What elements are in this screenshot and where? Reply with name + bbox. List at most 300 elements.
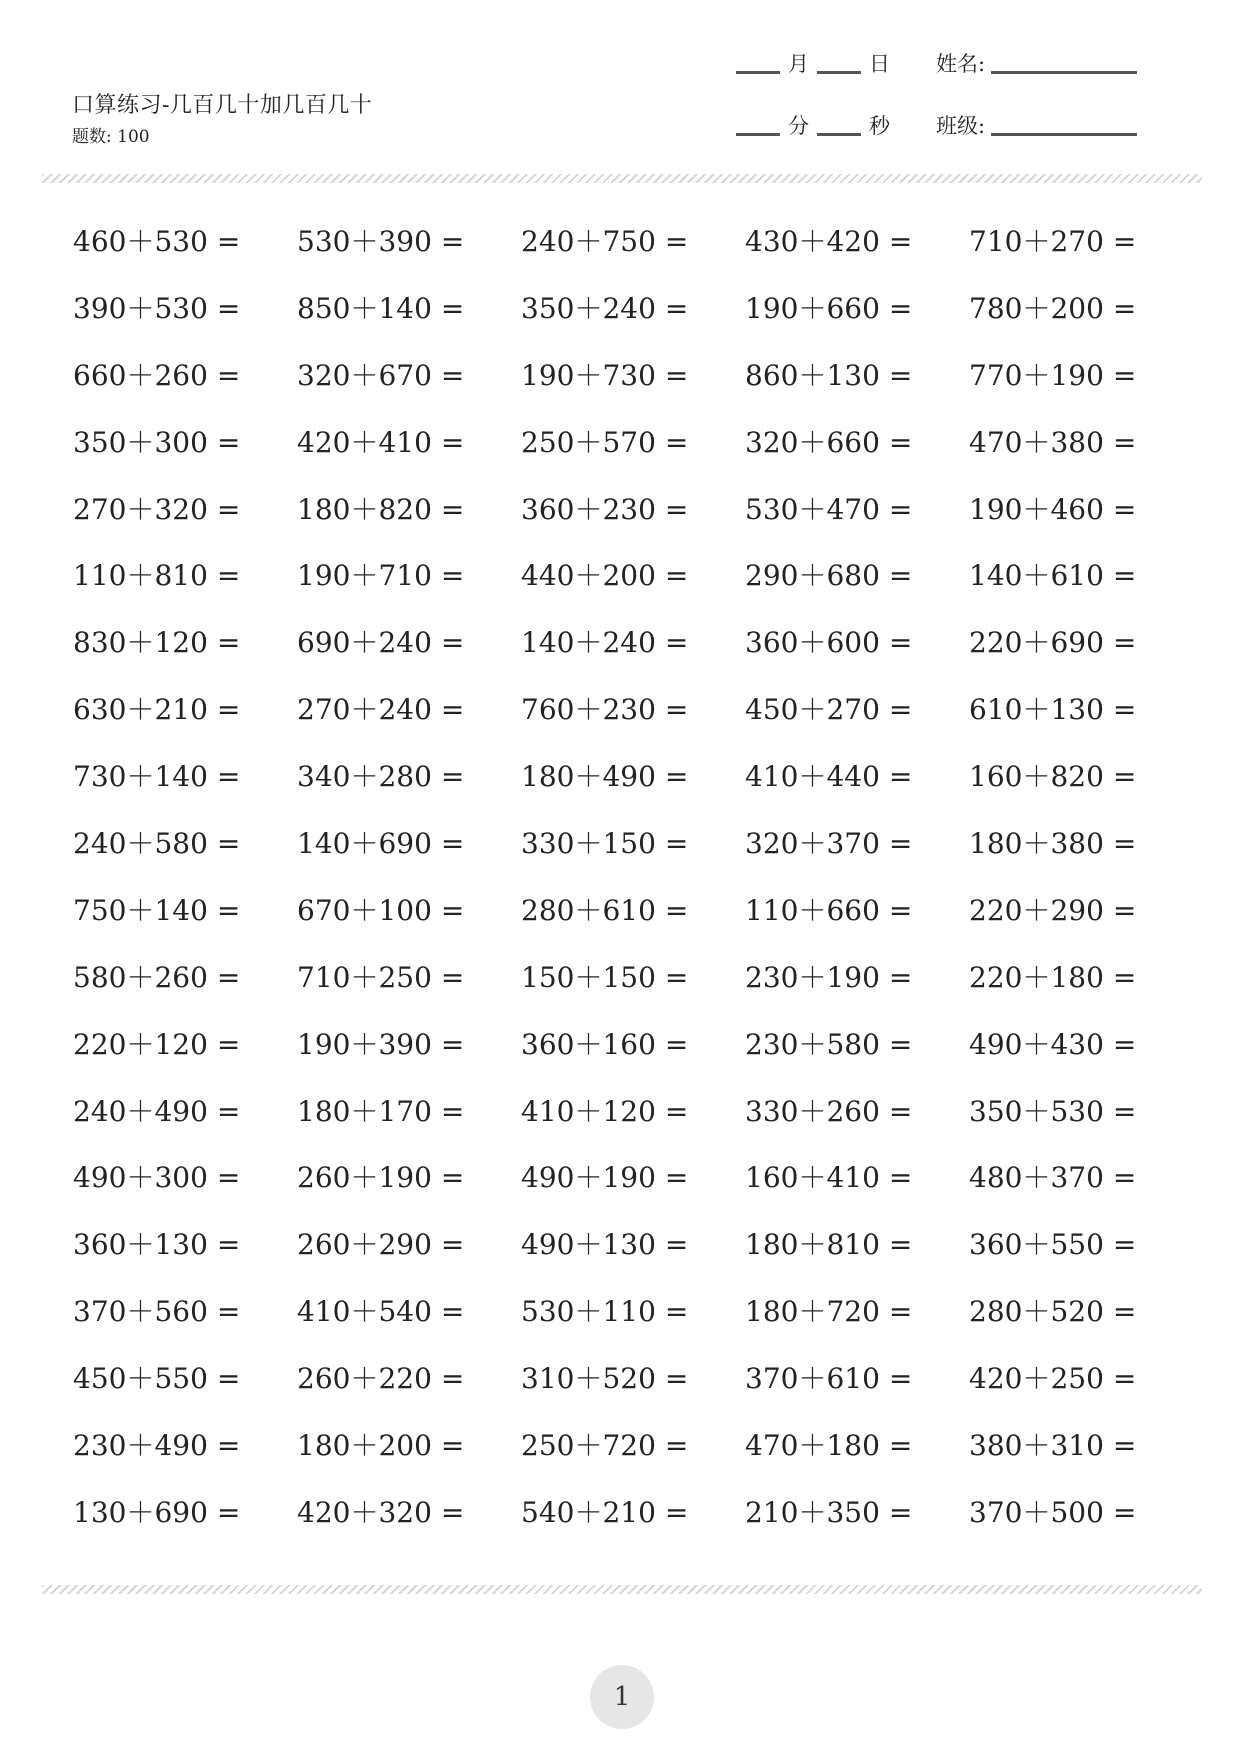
equals-sign: = (216, 1027, 241, 1061)
equals-sign: = (440, 760, 465, 794)
second-label: 秒 (869, 114, 890, 138)
operand-b: 120 (154, 1027, 208, 1061)
operand-a: 370 (969, 1495, 1023, 1529)
plus-sign: ＋ (1022, 1295, 1051, 1329)
equals-sign: = (216, 358, 241, 392)
plus-sign: ＋ (798, 1228, 827, 1262)
operand-a: 450 (745, 693, 799, 727)
operand-a: 160 (969, 760, 1023, 794)
operand-a: 460 (73, 225, 127, 258)
problem-item (297, 893, 465, 927)
plus-sign: ＋ (798, 1495, 827, 1529)
plus-sign: ＋ (1022, 291, 1051, 325)
operand-a: 360 (521, 492, 575, 526)
problem-item (969, 358, 1137, 392)
equals-sign: = (216, 225, 241, 258)
equals-sign: = (1112, 225, 1137, 258)
problem-row (0, 1094, 1240, 1165)
problem-row (0, 760, 1240, 830)
operand-a: 190 (297, 1027, 351, 1061)
operand-b: 660 (826, 425, 880, 459)
problem-item (521, 1295, 689, 1329)
operand-b: 570 (602, 425, 656, 459)
equals-sign: = (440, 827, 465, 861)
operand-a: 260 (297, 1161, 351, 1195)
plus-sign: ＋ (350, 425, 379, 459)
plus-sign: ＋ (798, 225, 827, 258)
problem-item (745, 492, 913, 526)
problem-item (297, 358, 465, 392)
month-blank[interactable] (736, 71, 780, 74)
minute-label: 分 (788, 114, 809, 138)
operand-a: 530 (297, 225, 351, 258)
problem-item (73, 1228, 241, 1262)
operand-a: 220 (969, 893, 1023, 927)
operand-a: 430 (745, 225, 799, 258)
equals-sign: = (1112, 760, 1137, 794)
plus-sign: ＋ (126, 960, 155, 994)
plus-sign: ＋ (1022, 760, 1051, 794)
plus-sign: ＋ (350, 693, 379, 727)
plus-sign: ＋ (798, 693, 827, 727)
plus-sign: ＋ (126, 425, 155, 459)
plus-sign: ＋ (574, 358, 603, 392)
problem-item (969, 1362, 1137, 1396)
plus-sign: ＋ (1022, 960, 1051, 994)
operand-a: 140 (521, 626, 575, 660)
problem-item (297, 559, 465, 593)
problem-item (745, 1027, 913, 1061)
equals-sign: = (664, 1362, 689, 1396)
operand-b: 530 (154, 225, 208, 258)
problem-item (521, 559, 689, 593)
equals-sign: = (1112, 492, 1137, 526)
operand-a: 260 (297, 1228, 351, 1262)
operand-a: 690 (297, 626, 351, 660)
problem-row (0, 492, 1240, 563)
operand-a: 180 (297, 1429, 351, 1463)
equals-sign: = (1112, 893, 1137, 927)
problem-item (521, 1495, 689, 1529)
plus-sign: ＋ (798, 626, 827, 660)
operand-b: 670 (378, 358, 432, 392)
operand-a: 210 (745, 1495, 799, 1529)
question-count-label: 题数: (72, 127, 112, 147)
operand-a: 140 (297, 827, 351, 861)
operand-b: 270 (826, 693, 880, 727)
equals-sign: = (216, 1495, 241, 1529)
problem-item (969, 291, 1137, 325)
operand-b: 250 (1050, 1362, 1104, 1396)
problem-item (297, 1295, 465, 1329)
problem-item (73, 291, 241, 325)
problem-item (745, 358, 913, 392)
equals-sign: = (1112, 1228, 1137, 1262)
operand-a: 410 (297, 1295, 351, 1329)
operand-a: 240 (73, 1094, 127, 1128)
equals-sign: = (664, 626, 689, 660)
operand-b: 190 (1050, 358, 1104, 392)
operand-b: 240 (602, 626, 656, 660)
problem-item (73, 827, 241, 861)
problem-item (521, 425, 689, 459)
operand-a: 780 (969, 291, 1023, 325)
problem-item (969, 827, 1137, 861)
plus-sign: ＋ (126, 225, 155, 258)
operand-a: 320 (297, 358, 351, 392)
problem-item (969, 492, 1137, 526)
problem-grid (0, 225, 1240, 1566)
operand-a: 230 (73, 1429, 127, 1463)
operand-b: 190 (378, 1161, 432, 1195)
operand-b: 200 (1050, 291, 1104, 325)
plus-sign: ＋ (126, 693, 155, 727)
equals-sign: = (664, 693, 689, 727)
class-label: 班级: (936, 114, 986, 138)
plus-sign: ＋ (574, 1362, 603, 1396)
equals-sign: = (888, 626, 913, 660)
operand-b: 220 (378, 1362, 432, 1396)
plus-sign: ＋ (1022, 358, 1051, 392)
problem-row (0, 626, 1240, 696)
problem-item (969, 626, 1137, 660)
operand-a: 180 (521, 760, 575, 794)
equals-sign: = (1112, 1295, 1137, 1329)
problem-row (0, 559, 1240, 629)
plus-sign: ＋ (350, 626, 379, 660)
plus-sign: ＋ (574, 425, 603, 459)
equals-sign: = (664, 760, 689, 794)
operand-b: 440 (826, 760, 880, 794)
problem-item (969, 1161, 1137, 1195)
plus-sign: ＋ (350, 358, 379, 392)
plus-sign: ＋ (574, 1161, 603, 1195)
equals-sign: = (440, 1027, 465, 1061)
operand-b: 100 (378, 893, 432, 927)
problem-item (969, 559, 1137, 593)
minute-blank[interactable] (736, 133, 780, 136)
equals-sign: = (440, 1295, 465, 1329)
month-label: 月 (788, 52, 809, 76)
equals-sign: = (440, 291, 465, 325)
plus-sign: ＋ (574, 893, 603, 927)
equals-sign: = (888, 559, 913, 593)
problem-item (297, 1228, 465, 1262)
operand-a: 730 (73, 760, 127, 794)
equals-sign: = (664, 1094, 689, 1128)
equals-sign: = (216, 1429, 241, 1463)
plus-sign: ＋ (126, 1495, 155, 1529)
bottom-divider (42, 1585, 1202, 1594)
operand-b: 530 (154, 291, 208, 325)
equals-sign: = (888, 960, 913, 994)
problem-item (73, 893, 241, 927)
equals-sign: = (664, 358, 689, 392)
problem-item (521, 1228, 689, 1262)
problem-item (73, 693, 241, 727)
plus-sign: ＋ (126, 1362, 155, 1396)
operand-b: 690 (378, 827, 432, 861)
plus-sign: ＋ (350, 1094, 379, 1128)
operand-b: 380 (1050, 425, 1104, 459)
operand-b: 710 (378, 559, 432, 593)
plus-sign: ＋ (1022, 559, 1051, 593)
operand-b: 520 (1050, 1295, 1104, 1329)
operand-b: 290 (1050, 893, 1104, 927)
problem-item (73, 1161, 241, 1195)
problem-item (521, 1362, 689, 1396)
equals-sign: = (216, 960, 241, 994)
problem-item (745, 960, 913, 994)
plus-sign: ＋ (350, 1429, 379, 1463)
plus-sign: ＋ (350, 1362, 379, 1396)
operand-a: 420 (297, 1495, 351, 1529)
plus-sign: ＋ (350, 492, 379, 526)
problem-item (521, 693, 689, 727)
operand-a: 360 (73, 1228, 127, 1262)
equals-sign: = (888, 1027, 913, 1061)
operand-b: 290 (378, 1228, 432, 1262)
operand-a: 280 (521, 893, 575, 927)
operand-b: 230 (602, 492, 656, 526)
operand-a: 390 (73, 291, 127, 325)
operand-a: 220 (969, 960, 1023, 994)
operand-b: 210 (602, 1495, 656, 1529)
name-blank[interactable] (991, 71, 1137, 74)
equals-sign: = (888, 225, 913, 258)
operand-b: 280 (378, 760, 432, 794)
problem-item (297, 1027, 465, 1061)
question-count (72, 122, 150, 147)
page-number: 1 (590, 1665, 654, 1729)
equals-sign: = (888, 1228, 913, 1262)
problem-item (73, 1495, 241, 1529)
operand-a: 770 (969, 358, 1023, 392)
problem-item (745, 1429, 913, 1463)
problem-row (0, 291, 1240, 362)
problem-item (521, 358, 689, 392)
plus-sign: ＋ (350, 960, 379, 994)
operand-a: 860 (745, 358, 799, 392)
equals-sign: = (888, 1094, 913, 1128)
question-count-value: 100 (117, 127, 150, 147)
equals-sign: = (1112, 1362, 1137, 1396)
problem-item (521, 291, 689, 325)
plus-sign: ＋ (126, 559, 155, 593)
plus-sign: ＋ (574, 626, 603, 660)
day-blank[interactable] (817, 71, 861, 74)
equals-sign: = (1112, 1027, 1137, 1061)
problem-item (297, 693, 465, 727)
problem-item (297, 492, 465, 526)
plus-sign: ＋ (126, 1228, 155, 1262)
plus-sign: ＋ (798, 358, 827, 392)
plus-sign: ＋ (126, 1094, 155, 1128)
problem-item (297, 1161, 465, 1195)
operand-a: 350 (521, 291, 575, 325)
equals-sign: = (888, 693, 913, 727)
operand-b: 320 (378, 1495, 432, 1529)
problem-item (297, 760, 465, 794)
problem-item (297, 291, 465, 325)
day-label: 日 (869, 52, 890, 76)
equals-sign: = (440, 626, 465, 660)
equals-sign: = (664, 1161, 689, 1195)
equals-sign: = (440, 1495, 465, 1529)
equals-sign: = (1112, 960, 1137, 994)
plus-sign: ＋ (126, 760, 155, 794)
operand-b: 500 (1050, 1495, 1104, 1529)
plus-sign: ＋ (1022, 492, 1051, 526)
problem-item (969, 225, 1137, 258)
plus-sign: ＋ (798, 492, 827, 526)
equals-sign: = (664, 559, 689, 593)
operand-a: 710 (297, 960, 351, 994)
equals-sign: = (440, 559, 465, 593)
problem-item (745, 225, 913, 258)
operand-b: 410 (826, 1161, 880, 1195)
equals-sign: = (664, 960, 689, 994)
problem-item (969, 1429, 1137, 1463)
operand-b: 240 (602, 291, 656, 325)
operand-b: 120 (602, 1094, 656, 1128)
operand-a: 850 (297, 291, 351, 325)
operand-b: 170 (378, 1094, 432, 1128)
operand-b: 140 (378, 291, 432, 325)
operand-a: 160 (745, 1161, 799, 1195)
equals-sign: = (216, 492, 241, 526)
operand-a: 350 (73, 425, 127, 459)
problem-item (73, 960, 241, 994)
problem-item (969, 1495, 1137, 1529)
operand-a: 180 (297, 492, 351, 526)
equals-sign: = (216, 1228, 241, 1262)
operand-a: 710 (969, 225, 1023, 258)
operand-a: 310 (521, 1362, 575, 1396)
operand-a: 190 (297, 559, 351, 593)
operand-a: 190 (521, 358, 575, 392)
time-row (728, 110, 1145, 140)
problem-item (521, 492, 689, 526)
plus-sign: ＋ (574, 760, 603, 794)
operand-b: 190 (602, 1161, 656, 1195)
operand-b: 820 (1050, 760, 1104, 794)
operand-b: 490 (154, 1094, 208, 1128)
equals-sign: = (216, 693, 241, 727)
operand-a: 490 (521, 1161, 575, 1195)
plus-sign: ＋ (350, 291, 379, 325)
equals-sign: = (216, 893, 241, 927)
equals-sign: = (664, 1429, 689, 1463)
second-blank[interactable] (817, 133, 861, 136)
operand-b: 660 (826, 893, 880, 927)
problem-item (969, 960, 1137, 994)
class-blank[interactable] (991, 133, 1137, 136)
plus-sign: ＋ (798, 1362, 827, 1396)
problem-item (297, 960, 465, 994)
plus-sign: ＋ (574, 1094, 603, 1128)
operand-b: 150 (602, 960, 656, 994)
problem-item (297, 225, 465, 258)
operand-a: 110 (745, 893, 799, 927)
problem-item (745, 1295, 913, 1329)
operand-a: 530 (745, 492, 799, 526)
problem-item (745, 1094, 913, 1128)
plus-sign: ＋ (350, 559, 379, 593)
equals-sign: = (1112, 827, 1137, 861)
problem-row (0, 1495, 1240, 1566)
problem-item (969, 1295, 1137, 1329)
operand-b: 120 (154, 626, 208, 660)
plus-sign: ＋ (350, 893, 379, 927)
equals-sign: = (440, 1161, 465, 1195)
problem-item (969, 693, 1137, 727)
operand-a: 420 (297, 425, 351, 459)
plus-sign: ＋ (1022, 693, 1051, 727)
operand-a: 220 (969, 626, 1023, 660)
plus-sign: ＋ (126, 893, 155, 927)
equals-sign: = (888, 358, 913, 392)
equals-sign: = (216, 291, 241, 325)
operand-b: 130 (154, 1228, 208, 1262)
plus-sign: ＋ (574, 1295, 603, 1329)
problem-item (73, 425, 241, 459)
operand-b: 460 (1050, 492, 1104, 526)
plus-sign: ＋ (574, 693, 603, 727)
problem-item (745, 1161, 913, 1195)
plus-sign: ＋ (798, 1161, 827, 1195)
plus-sign: ＋ (574, 1228, 603, 1262)
problem-row (0, 425, 1240, 496)
equals-sign: = (888, 1295, 913, 1329)
operand-b: 810 (826, 1228, 880, 1262)
operand-a: 130 (73, 1495, 127, 1529)
equals-sign: = (888, 492, 913, 526)
equals-sign: = (664, 291, 689, 325)
operand-a: 360 (969, 1228, 1023, 1262)
plus-sign: ＋ (798, 425, 827, 459)
operand-a: 490 (73, 1161, 127, 1195)
equals-sign: = (1112, 1094, 1137, 1128)
problem-item (969, 1027, 1137, 1061)
equals-sign: = (216, 425, 241, 459)
operand-a: 750 (73, 893, 127, 927)
plus-sign: ＋ (798, 960, 827, 994)
operand-a: 630 (73, 693, 127, 727)
worksheet-title: 口算练习-几百几十加几百几十 (72, 93, 373, 118)
operand-a: 240 (73, 827, 127, 861)
operand-b: 130 (1050, 693, 1104, 727)
plus-sign: ＋ (126, 1027, 155, 1061)
equals-sign: = (440, 1362, 465, 1396)
equals-sign: = (1112, 291, 1137, 325)
problem-item (297, 1495, 465, 1529)
equals-sign: = (664, 1228, 689, 1262)
plus-sign: ＋ (798, 1295, 827, 1329)
equals-sign: = (664, 225, 689, 258)
date-row (728, 48, 1145, 78)
operand-b: 130 (826, 358, 880, 392)
operand-b: 260 (154, 358, 208, 392)
problem-item (745, 893, 913, 927)
plus-sign: ＋ (798, 291, 827, 325)
operand-b: 730 (602, 358, 656, 392)
plus-sign: ＋ (350, 1228, 379, 1262)
equals-sign: = (440, 358, 465, 392)
problem-row (0, 1161, 1240, 1231)
equals-sign: = (888, 827, 913, 861)
equals-sign: = (216, 1295, 241, 1329)
